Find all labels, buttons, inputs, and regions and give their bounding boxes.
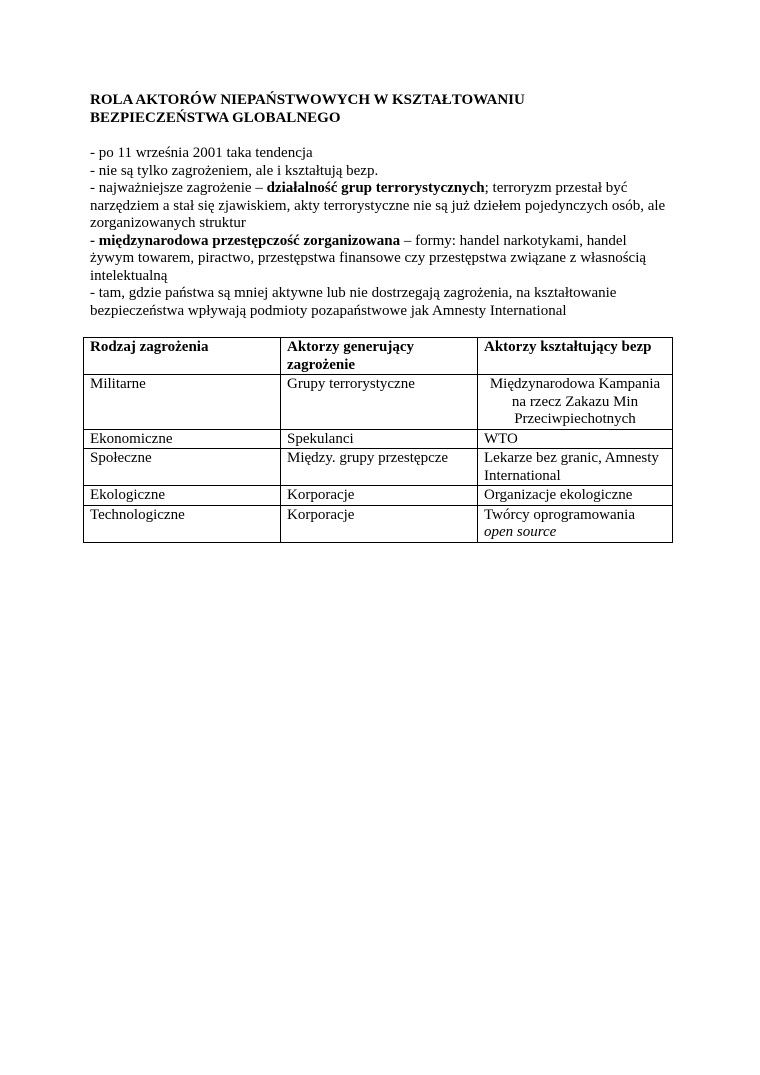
header-shaping-actors: Aktorzy kształtujący bezp xyxy=(478,338,673,375)
table-row xyxy=(84,429,673,449)
table-row xyxy=(84,449,673,486)
point-3-rest: ; terroryzm przestał być narzędziem a stał się zjawiskiem, akty terrorystyczne nie są już dziełem pojedynczych osób, ale zorganizowanych struktur xyxy=(90,180,666,231)
document-title xyxy=(90,91,672,127)
table-header-row xyxy=(84,338,673,375)
point-4-bold: międzynarodowa przestępczość zorganizowana xyxy=(98,232,401,249)
title-line-1: ROLA AKTORÓW NIEPAŃSTWOWYCH W KSZTAŁTOWANIU xyxy=(90,92,525,108)
point-3 xyxy=(90,180,672,233)
point-1: - po 11 września 2001 taka tendencja xyxy=(90,145,313,161)
table-cell: Korporacje xyxy=(281,486,478,506)
point-4-rest: – formy: handel narkotykami, handel żywym towarem, piractwo, przestępstwa finansowe czy przestępstwa związane z własnością intelektualną xyxy=(90,232,647,284)
point-4-prefix: - xyxy=(90,232,99,249)
table-cell: Spekulanci xyxy=(281,429,478,449)
table-cell: Ekologiczne xyxy=(84,486,281,506)
header-threat-type: Rodzaj zagrożenia xyxy=(84,338,281,375)
document-body xyxy=(90,145,672,320)
table-cell: Organizacje ekologiczne xyxy=(478,486,673,506)
table-row xyxy=(84,486,673,506)
table-cell: WTO xyxy=(478,429,673,449)
table-cell: Społeczne xyxy=(84,449,281,486)
header-generating-actors: Aktorzy generujący zagrożenie xyxy=(281,338,478,375)
table-cell xyxy=(478,505,673,542)
cell-italic-text: open source xyxy=(484,524,557,540)
table-cell: Grupy terrorystyczne xyxy=(281,375,478,430)
title-line-2: BEZPIECZEŃSTWA GLOBALNEGO xyxy=(90,110,341,126)
point-3-bold: działalność grup terrorystycznych xyxy=(266,180,485,196)
table-cell: Międzynarodowa Kampania na rzecz Zakazu Min Przeciwpiechotnych xyxy=(478,375,673,430)
threats-table xyxy=(83,337,673,543)
point-3-prefix: - najważniejsze zagrożenie – xyxy=(90,180,267,196)
document-page xyxy=(90,91,672,320)
table-cell: Militarne xyxy=(84,375,281,430)
cell-text: Twórcy oprogramowania xyxy=(484,506,635,523)
table-cell: Korporacje xyxy=(281,505,478,542)
point-5: - tam, gdzie państwa są mniej aktywne lub nie dostrzegają zagrożenia, na kształtowanie bezpieczeństwa wpływają podmioty pozapaństwowe jak Amnesty International xyxy=(90,285,617,319)
table-cell: Technologiczne xyxy=(84,505,281,542)
table-row xyxy=(84,505,673,542)
table-cell: Między. grupy przestępcze xyxy=(281,449,478,486)
table-cell: Ekonomiczne xyxy=(84,429,281,449)
point-4 xyxy=(90,233,672,286)
point-2: - nie są tylko zagrożeniem, ale i kształtują bezp. xyxy=(90,162,379,179)
table-row xyxy=(84,375,673,430)
table-cell: Lekarze bez granic, Amnesty International xyxy=(478,449,673,486)
